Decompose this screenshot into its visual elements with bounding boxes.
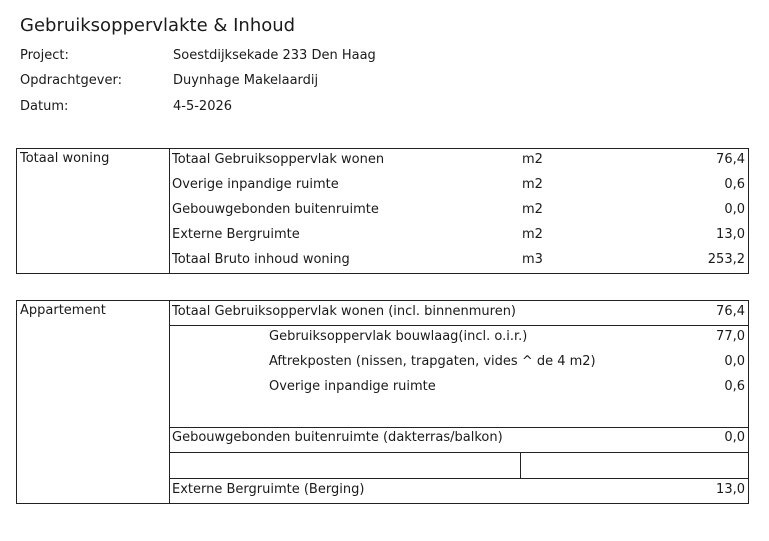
table-row: [172, 249, 748, 274]
row-unit: m2: [522, 177, 543, 192]
page-title: Gebruiksoppervlakte & Inhoud: [20, 15, 296, 36]
meta-value: Duynhage Makelaardij: [173, 73, 319, 88]
section-label-woning: Totaal woning: [20, 151, 110, 166]
row-description: Externe Bergruimte: [172, 227, 300, 242]
meta-label: Project:: [20, 48, 69, 63]
table-row: [172, 376, 748, 401]
row-description: Gebruiksoppervlak bouwlaag(incl. o.i.r.): [269, 329, 528, 344]
row-value: 0,0: [724, 202, 745, 217]
section-label-appartement: Appartement: [20, 303, 106, 318]
table-row: [172, 301, 748, 326]
meta-value: Soestdijksekade 233 Den Haag: [173, 48, 376, 63]
meta-label: Datum:: [20, 99, 69, 114]
row-description: Aftrekposten (nissen, trapgaten, vides ^ de 4 m2): [269, 354, 596, 369]
row-description: Totaal Bruto inhoud woning: [172, 252, 350, 267]
row-value: 0,0: [724, 354, 745, 369]
row-unit: m3: [522, 252, 543, 267]
column-divider: [169, 301, 170, 503]
table-row: [172, 351, 748, 376]
row-value: 253,2: [707, 252, 745, 267]
table-row: [172, 224, 748, 249]
woning-table: [16, 148, 749, 274]
table-row: [172, 174, 748, 199]
row-value: 0,6: [724, 379, 745, 394]
row-description: Gebouwgebonden buitenruimte: [172, 202, 379, 217]
table-row: [172, 149, 748, 174]
row-value: 13,0: [716, 482, 745, 497]
row-description: Totaal Gebruiksoppervlak wonen: [172, 152, 385, 167]
meta-label: Opdrachtgever:: [20, 73, 122, 88]
row-value: 77,0: [716, 329, 745, 344]
table-row: [172, 199, 748, 224]
row-divider: [169, 452, 748, 453]
row-value: 76,4: [716, 304, 745, 319]
row-description: Overige inpandige ruimte: [269, 379, 436, 394]
meta-value: 4-5-2026: [173, 99, 233, 114]
row-description: Totaal Gebruiksoppervlak wonen (incl. binnenmuren): [172, 304, 517, 319]
row-description: Externe Bergruimte (Berging): [172, 482, 365, 497]
table-row: [172, 326, 748, 351]
row-unit: m2: [522, 202, 543, 217]
appartement-table: [16, 300, 749, 504]
row-unit: m2: [522, 227, 543, 242]
table-row: [172, 427, 748, 452]
empty-cell-divider: [520, 452, 521, 478]
row-value: 0,0: [724, 430, 745, 445]
row-value: 0,6: [724, 177, 745, 192]
row-value: 13,0: [716, 227, 745, 242]
row-description: Gebouwgebonden buitenruimte (dakterras/balkon): [172, 430, 503, 445]
row-description: Overige inpandige ruimte: [172, 177, 339, 192]
row-value: 76,4: [716, 152, 745, 167]
table-row: [172, 479, 748, 504]
row-unit: m2: [522, 152, 543, 167]
column-divider: [169, 149, 170, 273]
